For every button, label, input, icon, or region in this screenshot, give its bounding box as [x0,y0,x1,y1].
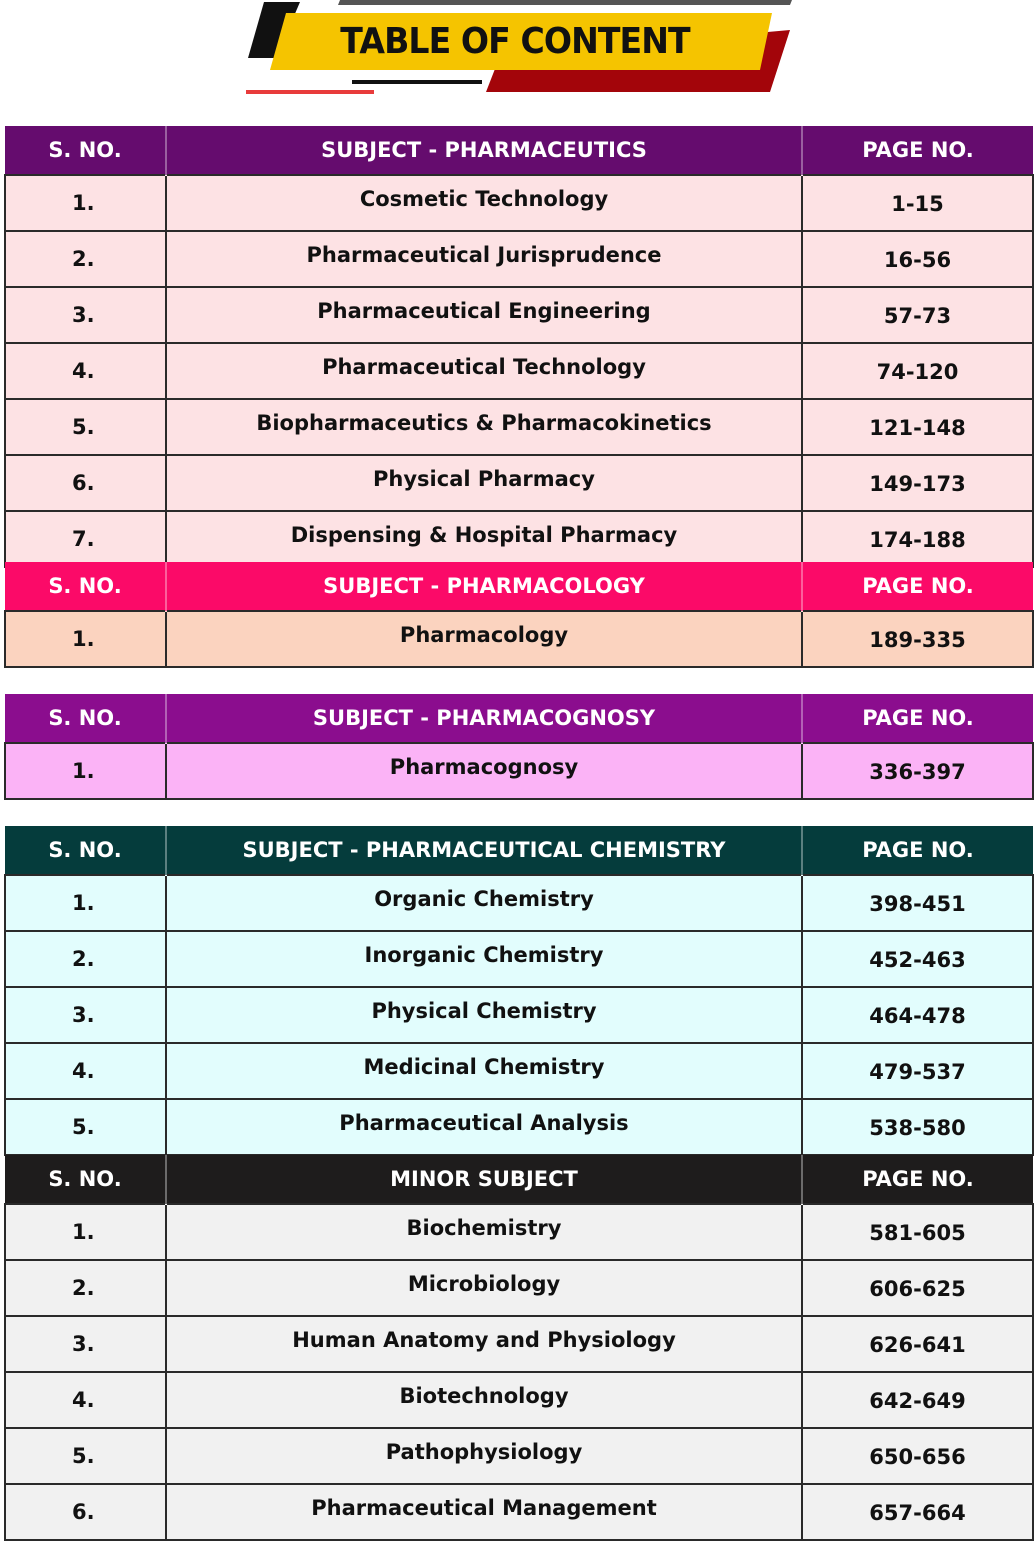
row-page-range: 538-580 [802,1099,1033,1155]
section-header-row [5,826,1033,875]
section-header-row [5,1155,1033,1204]
row-page-range: 626-641 [802,1316,1033,1372]
toc-row[interactable] [5,987,1033,1043]
header-page-no: PAGE NO. [802,826,1033,875]
row-subject: Cosmetic Technology [166,175,802,231]
row-number: 5. [5,399,166,455]
row-page-range: 479-537 [802,1043,1033,1099]
header-page-no: PAGE NO. [802,694,1033,743]
row-page-range: 57-73 [802,287,1033,343]
toc-section-table [4,126,1034,568]
row-subject: Pharmacology [166,611,802,667]
row-number: 4. [5,343,166,399]
row-number: 1. [5,875,166,931]
row-page-range: 174-188 [802,511,1033,567]
row-subject: Biopharmaceutics & Pharmacokinetics [166,399,802,455]
row-page-range: 642-649 [802,1372,1033,1428]
row-number: 3. [5,287,166,343]
row-subject: Medicinal Chemistry [166,1043,802,1099]
toc-row[interactable] [5,1099,1033,1155]
row-subject: Biochemistry [166,1204,802,1260]
row-number: 4. [5,1043,166,1099]
row-subject: Inorganic Chemistry [166,931,802,987]
section-header-row [5,562,1033,611]
row-subject: Physical Chemistry [166,987,802,1043]
header-sno: S. NO. [48,138,122,162]
section-title: SUBJECT - PHARMACEUTICAL CHEMISTRY [166,826,802,875]
row-number: 2. [5,931,166,987]
toc-row[interactable] [5,455,1033,511]
header-page-no: PAGE NO. [802,562,1033,611]
row-page-range: 336-397 [802,743,1033,799]
row-page-range: 1-15 [802,175,1033,231]
row-number: 2. [5,1260,166,1316]
row-number: 6. [5,1484,166,1540]
section-title: SUBJECT - PHARMACOGNOSY [166,694,802,743]
toc-row[interactable] [5,399,1033,455]
section-title: MINOR SUBJECT [166,1155,802,1204]
toc-section-table [4,1155,1034,1541]
toc-section-table [4,826,1034,1156]
toc-row[interactable] [5,1372,1033,1428]
row-number: 3. [5,987,166,1043]
row-number: 5. [5,1099,166,1155]
row-number: 1. [5,1204,166,1260]
section-header-row [5,126,1033,175]
toc-row[interactable] [5,1204,1033,1260]
row-number: 3. [5,1316,166,1372]
header-sno: S. NO. [48,838,122,862]
page-title: TABLE OF CONTENT [340,20,690,62]
row-number: 4. [5,1372,166,1428]
section-title: SUBJECT - PHARMACOLOGY [166,562,802,611]
toc-row[interactable] [5,1484,1033,1540]
row-subject: Pharmaceutical Jurisprudence [166,231,802,287]
toc-row[interactable] [5,287,1033,343]
row-page-range: 398-451 [802,875,1033,931]
row-number: 1. [5,175,166,231]
header-sno: S. NO. [48,1167,122,1191]
row-page-range: 657-664 [802,1484,1033,1540]
row-number: 6. [5,455,166,511]
row-page-range: 606-625 [802,1260,1033,1316]
row-subject: Pathophysiology [166,1428,802,1484]
toc-row[interactable] [5,611,1033,667]
row-page-range: 189-335 [802,611,1033,667]
toc-row[interactable] [5,511,1033,567]
row-subject: Pharmaceutical Engineering [166,287,802,343]
toc-section-table [4,694,1034,800]
toc-row[interactable] [5,231,1033,287]
toc-row[interactable] [5,1260,1033,1316]
row-subject: Human Anatomy and Physiology [166,1316,802,1372]
toc-row[interactable] [5,1043,1033,1099]
toc-row[interactable] [5,875,1033,931]
row-page-range: 121-148 [802,399,1033,455]
toc-row[interactable] [5,743,1033,799]
row-subject: Pharmaceutical Management [166,1484,802,1540]
row-subject: Dispensing & Hospital Pharmacy [166,511,802,567]
row-subject: Microbiology [166,1260,802,1316]
row-subject: Pharmacognosy [166,743,802,799]
row-page-range: 452-463 [802,931,1033,987]
section-header-row [5,694,1033,743]
toc-row[interactable] [5,931,1033,987]
row-page-range: 16-56 [802,231,1033,287]
toc-row[interactable] [5,175,1033,231]
header-sno: S. NO. [48,574,122,598]
row-number: 1. [5,743,166,799]
header-page-no: PAGE NO. [802,1155,1033,1204]
title-banner [0,0,1036,110]
row-number: 5. [5,1428,166,1484]
toc-section-table [4,562,1034,668]
row-page-range: 581-605 [802,1204,1033,1260]
row-page-range: 74-120 [802,343,1033,399]
row-number: 2. [5,231,166,287]
row-subject: Organic Chemistry [166,875,802,931]
row-subject: Physical Pharmacy [166,455,802,511]
row-subject: Biotechnology [166,1372,802,1428]
row-page-range: 650-656 [802,1428,1033,1484]
row-number: 7. [5,511,166,567]
header-sno: S. NO. [48,706,122,730]
row-page-range: 149-173 [802,455,1033,511]
toc-row[interactable] [5,1428,1033,1484]
row-page-range: 464-478 [802,987,1033,1043]
header-page-no: PAGE NO. [802,126,1033,175]
toc-row[interactable] [5,1316,1033,1372]
row-subject: Pharmaceutical Analysis [166,1099,802,1155]
toc-row[interactable] [5,343,1033,399]
row-subject: Pharmaceutical Technology [166,343,802,399]
section-title: SUBJECT - PHARMACEUTICS [166,126,802,175]
row-number: 1. [5,611,166,667]
